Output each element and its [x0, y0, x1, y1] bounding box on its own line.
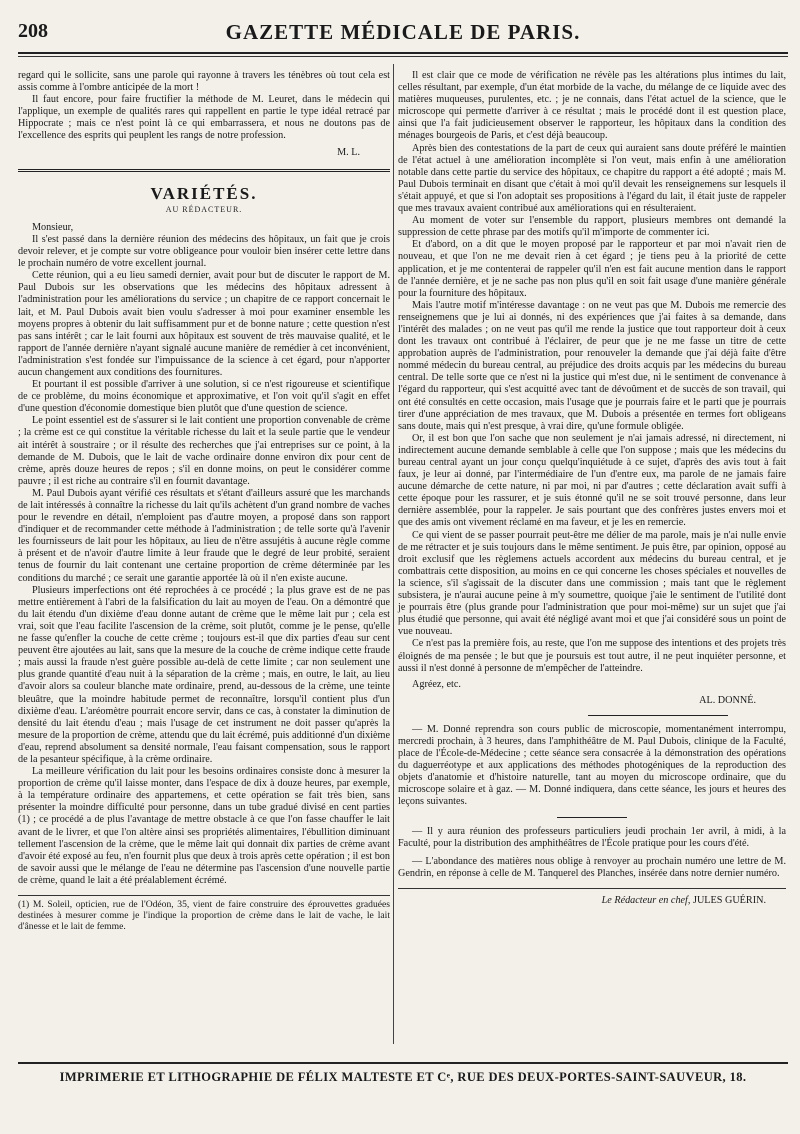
letter-paragraph: Il est clair que ce mode de vérification ne révèle pas les altérations plus intimes du lait, celles résultant, par exemple, d'un état morbide de la vache, du mélange de ce liquide avec des matières muqueuses, purulentes, etc. ; je ne connais, dans l'état actuel de la science, que le microscope qui permette d'arriver à ce résultat ; mais le procédé dont il est question place, ainsi que l'a fait judicieusement observer le rapporteur, les hôpitaux dans la condition des ménages bourgeois de Paris, et c'est déjà beaucoup.: [398, 70, 786, 142]
footer-rule: [18, 1062, 788, 1064]
notice-postponed: — L'abondance des matières nous oblige à renvoyer au prochain numéro une lettre de M. Gendrin, en réponse à celle de M. Tanquerel des Planches, insérée dans notre dernier numéro.: [398, 855, 786, 879]
header-rule-thin: [18, 56, 788, 57]
section-divider: [18, 169, 390, 172]
notice-course: — M. Donné reprendra son cours public de microscopie, momentanément interrompu, mercredi prochain, à 3 heures, dans l'amphithéâtre de M. Paul Dubois, clinique de la Faculté, place de l'École-de-Médecine ; cette séance sera consacrée à la démonstration des opérations du daguerréotype et aux applications des méthodes photogéniques de la reproduction des objets d'anatomie et d'histoire naturelle, tant au moyen du microscope ordinaire, que du microscope solaire et à gaz. — M. Donné indiquera, dans cette séance, les jours et heures des leçons suivantes.: [398, 723, 786, 808]
editor-name: JULES GUÉRIN.: [692, 894, 766, 906]
letter-paragraph: M. Paul Dubois ayant vérifié ces résultats et s'étant d'ailleurs assuré que les marchands de lait intéressés à connaître la richesse du lait qu'ils achètent d'un grand nombre de vaches pour le revendre en détail, n'emploient pas d'autre moyen, a proposé dans son rapport d'indiquer et de recommander cette méthode à l'administration ; de telle sorte qu'à l'avenir les fournisseurs de lait pour les hôpitaux, au lieu de n'être assujétis à aucune règle comme à présent et de n'avoir d'autre limite à leur fraude que le degré de leur probité, seraient tenus de fournir du lait contenant une certaine proportion de crème déterminée par les conditions du marché ; ce serait une garantie apportée là où il n'en existe aucune.: [18, 487, 390, 584]
notice-meeting: — Il y aura réunion des professeurs particuliers jeudi prochain 1er avril, à midi, à la Faculté, pour la distribution des amphithéâtres de l'École pratique pour les cours d'été.: [398, 825, 786, 849]
letter-paragraph: Cette réunion, qui a eu lieu samedi dernier, avait pour but de discuter le rapport de M. Paul Dubois sur les observations que les médecins des hôpitaux adressent à l'administration pour les améliorations du service ; un chapitre de ce rapport concernait le lait, et M. Paul Dubois avait bien voulu s'adresser à moi pour examiner ensemble les moyens propres à obtenir du lait suffisamment pur et de bonne nature ; cette question n'est pas sans intérêt ; car le lait fourni aux hôpitaux est souvent de très mauvaise qualité, et le rapport de l'année dernière n'ayant signalé aucune manière de remédier à cet inconvénient, l'administration s'est fondée sur l'impuissance de la science à cet égard, pour n'apporter aucun changement aux conditions des fournitures.: [18, 270, 390, 378]
editor-rule: [398, 888, 786, 889]
intro-signature: M. L.: [337, 146, 360, 158]
letter-paragraph: Il s'est passé dans la dernière réunion des médecins des hôpitaux, un fait que je crois devoir relever, et je compte sur votre obligeance pour vouloir bien insérer cette lettre dans le prochain numéro de votre excellent journal.: [18, 233, 390, 270]
section-subtitle: AU RÉDACTEUR.: [165, 204, 243, 214]
closing: Agréez, etc.: [412, 678, 461, 690]
journal-title: GAZETTE MÉDICALE DE PARIS.: [225, 20, 581, 44]
letter-paragraph: Ce n'est pas la première fois, au reste, que l'on me suppose des intentions et des projets très éloignés de ma pensée ; le but que je poursuis est tout autre, il ne peut inquiéter personne, et aussi il n'est donné à personne de m'empêcher de l'atteindre.: [398, 638, 786, 674]
notice-divider: [588, 715, 728, 716]
column-separator: [393, 64, 394, 1044]
printer-imprint: IMPRIMERIE ET LITHOGRAPHIE DE FÉLIX MALTESTE ET Cᵉ, RUE DES DEUX-PORTES-SAINT-SAUVEUR, 18.: [59, 1070, 747, 1084]
right-column: [398, 70, 786, 1035]
letter-paragraph: Au moment de voter sur l'ensemble du rapport, plusieurs membres ont demandé la suppression de cette phrase par des motifs qu'il m'importe de commenter ici.: [398, 215, 786, 239]
intro-paragraph: regard qui le sollicite, sans une parole qui rayonne à travers les ténèbres où tout cela est assis comme à l'ombre anticipée de la mort !: [18, 70, 390, 94]
page-number: 208: [18, 20, 48, 42]
page-header: [18, 20, 788, 48]
letter-paragraph: Et d'abord, on a dit que le moyen proposé par le rapporteur et par moi n'avait rien de nouveau, et que l'on ne me devait rien à cet égard ; je tiens peu à la priorité de cette application, et je me contenterai de rappeler qu'il n'en est fait aucune mention dans le rapport de l'année dernière, et je ne sache pas non plus qu'il en soit fait usage d'une manière générale pour la fourniture des hôpitaux.: [398, 239, 786, 299]
left-column: [18, 70, 390, 1060]
letter-paragraph: Le point essentiel est de s'assurer si le lait contient une proportion convenable de crème ; la crème est ce qui constitue la véritable richesse du lait et la seule partie que le vendeur ait intérêt à soustraire ; or il résulte des recherches que j'ai entreprises sur ce point, à la demande de M. Dubois, que le lait de vache ordinaire donne environ dix pour cent de crème, après douze heures de repos ; s'il en donne moins, on peut le considérer comme pauvre ; il est riche au contraire s'il en fournit davantage.: [18, 415, 390, 487]
intro-paragraph: Il faut encore, pour faire fructifier la méthode de M. Leuret, dans le médecin qui l'applique, un exemple de qualités rares qui rappellent en partie le type idéal retracé par Hippocrate ; mais ce n'est point là ce qui embarrassera, et nous ne doutons pas de l'excellence des esprits qui peuplent les rangs de notre profession.: [18, 94, 390, 142]
letter-paragraph: Après bien des contestations de la part de ceux qui auraient sans doute préféré le maintien de l'état actuel à une amélioration incomplète si l'on veut, mais enfin à une amélioration notable dans cette partie du service des hôpitaux, ce chapitre du rapport a été adopté ; mais M. Paul Dubois terminait en disant que c'était à moi qu'il devait les renseignemens sur lesquels il s'était appuyé, et que si l'on adoptait ses propositions à l'égard du lait, il était juste de rappeler que mes travaux avaient contribué aux améliorations qui en résulteraient.: [398, 142, 786, 215]
letter-paragraph: La meilleure vérification du lait pour les besoins ordinaires consiste donc à mesurer la proportion de crème qu'il laisse monter, dans l'espace de dix à douze heures, par exemple, à la température ordinaire des appartemens, et cette opération se fait très bien, sans présenter la moindre difficulté pour personne, dans un tube gradué divisé en cent parties (1) ; ce procédé a de plus l'avantage de mettre obstacle à ce que l'on fasse chauffer le lait avant de le livrer, et que l'on altère ainsi ses propriétés alimentaires, l'ébullition diminuant tellement l'ascension de la crème, que le même lait qui donnait dix parties de crème avant d'avoir été exposé au feu, n'en fournit plus que deux à trois après cette opération ; il est bon de savoir aussi que le mélange de l'eau ne détermine pas l'ascension d'une nouvelle partie de crème, quand le lait a été préalablement écrémé.: [18, 766, 390, 886]
header-rule: [18, 52, 788, 54]
letter-paragraph: Ce qui vient de se passer pourrait peut-être me délier de ma parole, mais je n'ai nulle envie de me rétracter et je suis toujours dans le même sentiment. Je puis être, par opinion, opposé au droit exclusif que les règlemens actuels accordent aux médecins du bureau central, et je combattrais cette disposition, au moins en ce qui concerne les choses spéciales et nouvelles de la science, s'il s'agissait de la discuter dans une commission ; mais tant que le règlement subsistera, je n'aurai aucune peine à m'y soumettre, quoique j'aie le sentiment de l'utilité dont je pourrais être (plus grande pour l'administration que pour moi-même) sur un sujet que j'ai plus étudié que personne, qui avait été négligé avant moi et que j'ai considéré sous un point de vue nouveau.: [398, 529, 786, 638]
letter-paragraph: Mais l'autre motif m'intéresse davantage : on ne veut pas que M. Dubois me remercie des renseignemens que je lui ai donnés, ni des expériences que j'ai faites à sa demande, dans l'intérêt des malades ; on ne veut pas qu'il me rende la justice que tout rapporteur doit à ceux dont les travaux ont contribué à l'éclairer, de peur que je ne me fasse un titre de cette approbation auprès de l'administration, pour renouveler la demande que j'ai déjà faite d'être nommé médecin du bureau central, au préjudice des droits acquis par les médecins du bureau central. De telle sorte que ce n'est ni la justice qui m'est due, ni le sentiment de convenance à l'égard du rapporteur, qui s'est acquitté avec tant de dévoûment et de succès de son travail, qui ont été consultés en cette occasion, mais l'usage que je pourrais faire et le parti que je pourrais tirer d'une appréciation de mes travaux, que M. Dubois a présentée en termes fort obligeans sans doute, mais qui n'est presque, à vrai dire, qu'une formule obligée.: [398, 299, 786, 432]
letter-paragraph: Et pourtant il est possible d'arriver à une solution, si ce n'est rigoureuse et scientifique de ce problème, du moins économique et approximative, et l'on voit qu'il s'agit en effet d'une question d'économie domestique bien plutôt que d'une question de science.: [18, 379, 390, 415]
editor-line: [398, 895, 786, 907]
letter-paragraph: Or, il est bon que l'on sache que non seulement je n'ai jamais adressé, ni directement, ni indirectement aucune demande semblable à celle que l'on suppose ; mais que les médecins du bureau central ayant un jour conçu quelqu'inquiétude à ce sujet, d'après des avis tout à fait faux, je leur ai donné, par l'intermédiaire de l'un d'entre eux, ma parole de ne jamais faire aucune démarche de cette nature, ni par moi, ni par d'autres ; cette déclaration avait suffi à cette époque pour les rassurer, et je suis étonné qu'il ne se soit trouvé personne, dans leur dernière assemblée, pour la rappeler. Je sais pourtant que des confrères justes envers moi et que des amis ont vivement réclamé en ma faveur, et je les en remercie.: [398, 432, 786, 529]
editor-label: Le Rédacteur en chef,: [601, 894, 691, 906]
salutation: Monsieur,: [32, 221, 74, 233]
letter-paragraph: Plusieurs imperfections ont été reprochées à ce procédé ; la plus grave est de ne pas mettre entièrement à l'abri de la falsification du lait au moyen de l'eau. On a démontré que du lait étendu d'un dixième d'eau donne autant de crème que le même lait pur ; cela est vrai, soit que l'eau facilite l'ascension de la crème, soit plutôt, comme je le pense, qu'elle ne fasse qu'enfler la couche de cette crème ; toujours est-il que dix parties d'eau sur cent peuvent être ajoutées au lait, sans que la mesure de la couche de crème indique cette fraude ; mais aussi la fraude n'est guère possible au-delà de cette limite ; car non seulement une plus grande quantité d'eau nuit à la séparation de la crème ; mais, en outre, le lait, au lieu d'avoir alors sa couleur blanche mate ordinaire, prend, au-dessous de la crème, une teinte bleuâtre, que la moindre habitude permet de reconnaître, lorsqu'il contient plus d'un dixième d'eau. L'aréomètre pourrait encore servir, dans ce cas, à constater la diminution de densité du lait étendu d'eau ; mais l'usage de cet instrument ne doit passer qu'après la mesure de la proportion de crème, attendu que du lait écrémé, puis additionné d'un dixième d'eau, reprend absolument sa densité normale, l'eau faisant compensation, sous le rapport de la pesanteur spécifique, à la crème ordinaire.: [18, 584, 390, 765]
letter-signature: AL. DONNÉ.: [699, 694, 756, 706]
notice-divider: [557, 817, 627, 818]
section-title: VARIÉTÉS.: [150, 183, 258, 203]
footnote: (1) M. Soleil, opticien, rue de l'Odéon, 35, vient de faire construire des éprouvettes graduées destinées à mesurer comme je l'indique la proportion de crème dans le lait de vache, le lait d'ânesse et le lait de femme.: [18, 895, 390, 932]
